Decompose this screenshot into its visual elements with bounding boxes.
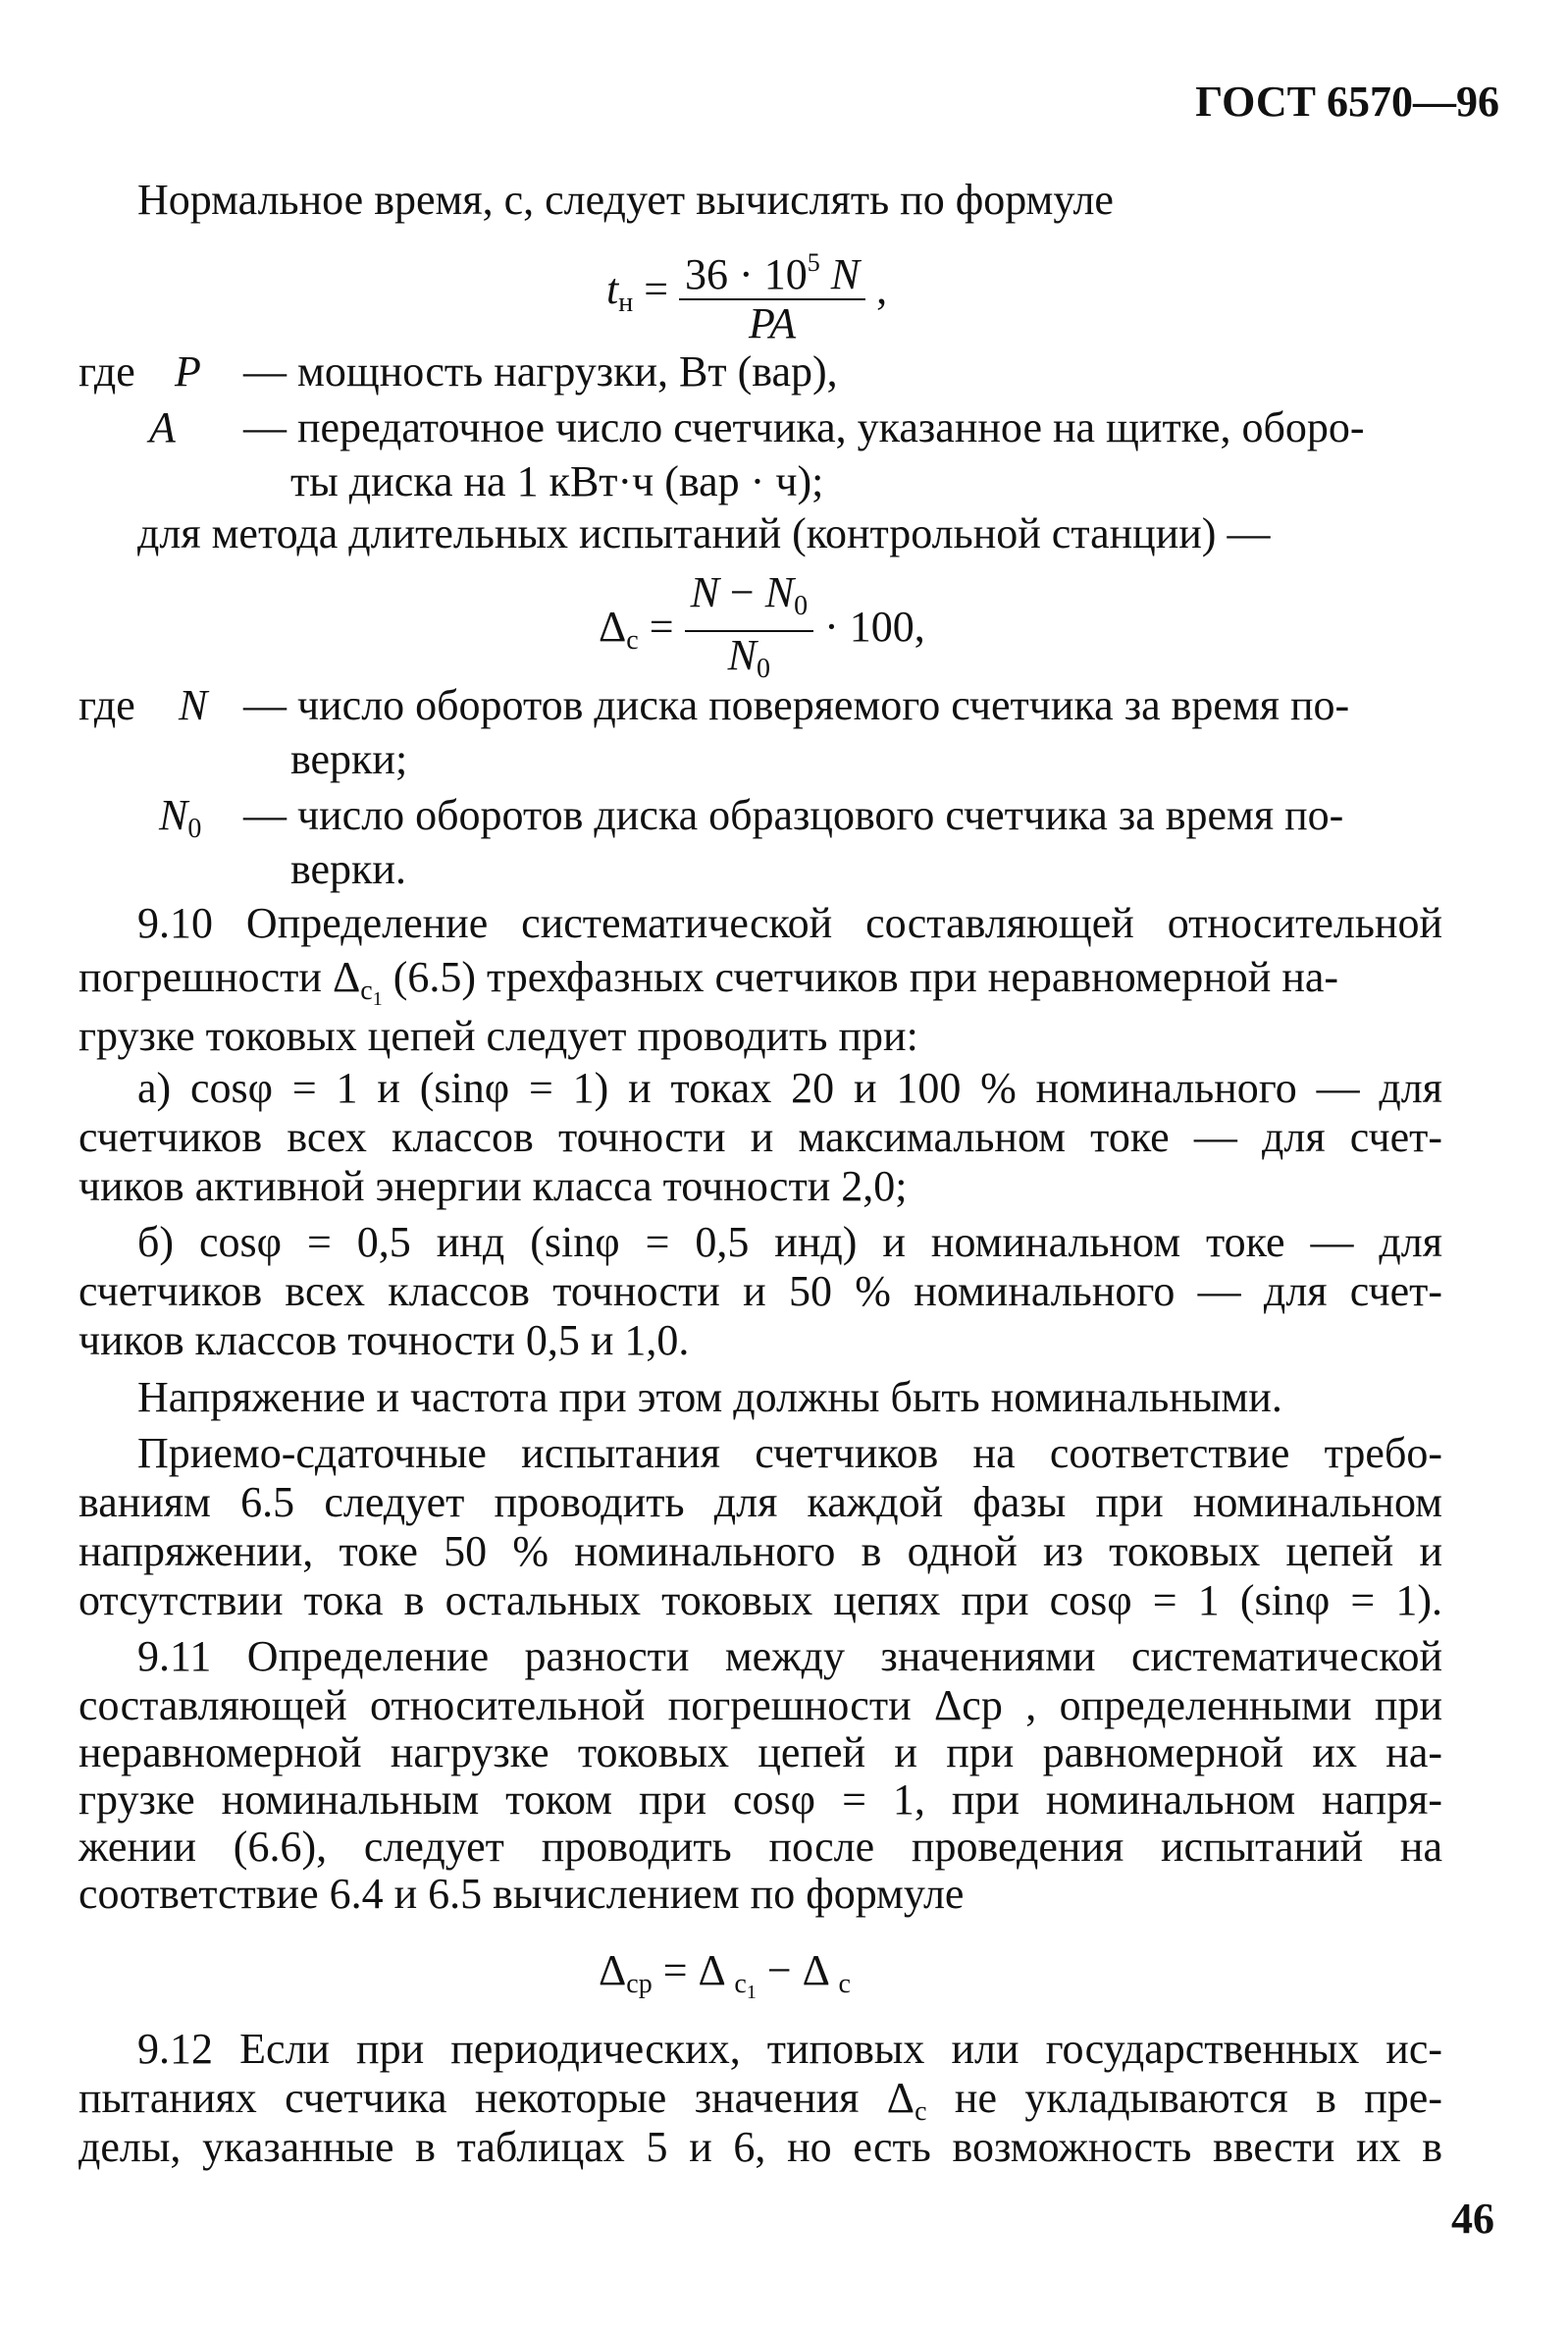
defs2-sym-n: N — [179, 681, 208, 729]
p910-line3: грузке токовых цепей следует проводить при: — [78, 1012, 918, 1060]
defs1-text-p: — мощность нагрузки, Вт (вар), — [243, 347, 838, 396]
p910-item-b3: чиков классов точности 0,5 и 1,0. — [78, 1316, 690, 1364]
p911-line5: жении (6.6), следует проводить после проведения испытаний на — [78, 1823, 1442, 1871]
formula2-den-sub: 0 — [757, 654, 771, 684]
p910-item-a1: а) cosφ = 1 и (sinφ = 1) и токах 20 и 100 % номинального — для — [137, 1064, 1442, 1112]
p911-line2: составляющей относительной погрешности Δср , определенными при — [78, 1681, 1442, 1729]
p910-item-b2: счетчиков всех классов точности и 50 % номинального — для счет- — [78, 1267, 1442, 1315]
page-number: 46 — [1451, 2195, 1494, 2243]
formula1-num-b: N — [830, 250, 861, 298]
p910-accept-1: Приемо-сдаточные испытания счетчиков на соответствие требо- — [137, 1429, 1442, 1477]
defs2-where: где — [78, 681, 135, 729]
method-line: для метода длительных испытаний (контрольной станции) — — [137, 509, 1271, 557]
p910-line2: погрешности $\Delta_{с1}$ (6.5) трехфазных счетчиков при неравномерной на- — [78, 953, 1339, 1010]
p910-item-b1: б) cosφ = 0,5 инд (sinφ = 0,5 инд) и номинальном токе — для — [137, 1218, 1442, 1266]
formula2-num-b-sub: 0 — [794, 591, 809, 621]
p910-accept-4: отсутствии тока в остальных токовых цепях при cosφ = 1 (sinφ = 1). — [78, 1576, 1442, 1624]
p910-accept-3: напряжении, токе 50 % номинального в одной из токовых цепей и — [78, 1527, 1442, 1575]
formula2-num-b: N — [764, 568, 795, 616]
defs2-sym-n0: $N_0$ — [159, 791, 202, 844]
formula2-lhs: Δ — [599, 603, 627, 652]
p910-item-a2: счетчиков всех классов точности и максимальном токе — для счет- — [78, 1113, 1442, 1161]
formula2-tail: · 100, — [824, 603, 925, 652]
formula-normal-time: $t_н$ = $\frac{36 \cdot 10^5 N}{PA}$ , — [606, 239, 887, 347]
defs1-text-a: — передаточное число счетчика, указанное на щитке, оборо- — [243, 403, 1365, 451]
formula-difference: $\Delta_{ср} = \Delta$ $_{с1}$ − Δ $_с$ — [599, 1946, 851, 2003]
defs2-text-n0: — число оборотов диска образцового счетчика за время по- — [243, 791, 1344, 839]
defs1-cont-a: ты диска на 1 кВт·ч (вар · ч); — [290, 457, 824, 505]
formula1-tail: , — [876, 265, 888, 314]
formula2-num-a: N — [690, 568, 719, 616]
p911-line6: соответствие 6.4 и 6.5 вычислением по формуле — [78, 1870, 965, 1918]
p912-line2: пытаниях счетчика некоторые значения $\Delta_с$ не укладываются в пре- — [78, 2074, 1442, 2127]
standard-header: ГОСТ 6570—96 — [1195, 78, 1499, 126]
p911-line4: грузке номинальным током при cosφ = 1, при номинальном напря- — [78, 1775, 1442, 1824]
defs2-cont-n0: верки. — [290, 845, 406, 893]
p910-accept-2: ваниям 6.5 следует проводить для каждой фазы при номинальном — [78, 1478, 1442, 1526]
formula1-num-sup: 5 — [807, 248, 820, 277]
p910-voltage: Напряжение и частота при этом должны быть номинальными. — [137, 1373, 1282, 1421]
p912-line3: делы, указанные в таблицах 5 и 6, но есть возможность ввести их в — [78, 2123, 1442, 2171]
p912-line1: 9.12 Если при периодических, типовых или государственных ис- — [137, 2025, 1442, 2073]
defs1-sym-a: A — [149, 403, 176, 451]
defs2-cont-n: верки; — [290, 735, 408, 783]
defs1-sym-p: P — [175, 347, 201, 396]
formula1-den: PA — [749, 299, 797, 347]
formula1-lhs: t — [606, 265, 619, 314]
formula1-num-a: 36 · 10 — [685, 250, 808, 298]
p911-line3: неравномерной нагрузке токовых цепей и при равномерной их на- — [78, 1728, 1442, 1776]
p910-line1: 9.10 Определение систематической составляющей относительной — [137, 899, 1442, 947]
defs1-where: где — [78, 347, 135, 396]
formula-relative-error: $\Delta_с$ = $\frac{N - N_0}{N_0}$ · 100, — [599, 569, 925, 693]
intro-line: Нормальное время, с, следует вычислять по формуле — [137, 176, 1114, 224]
formula2-den: N — [727, 631, 758, 679]
formula2-lhs-sub: с — [626, 625, 639, 657]
defs2-text-n: — число оборотов диска поверяемого счетчика за время по- — [243, 681, 1350, 729]
formula2-fraction — [685, 569, 814, 693]
formula1-lhs-sub: н — [618, 288, 634, 319]
p910-item-a3: чиков активной энергии класса точности 2,0; — [78, 1162, 908, 1210]
p911-line1: 9.11 Определение разности между значениями систематической — [137, 1632, 1442, 1680]
formula2-num-op: − — [718, 568, 765, 616]
formula1-fraction — [679, 239, 865, 347]
